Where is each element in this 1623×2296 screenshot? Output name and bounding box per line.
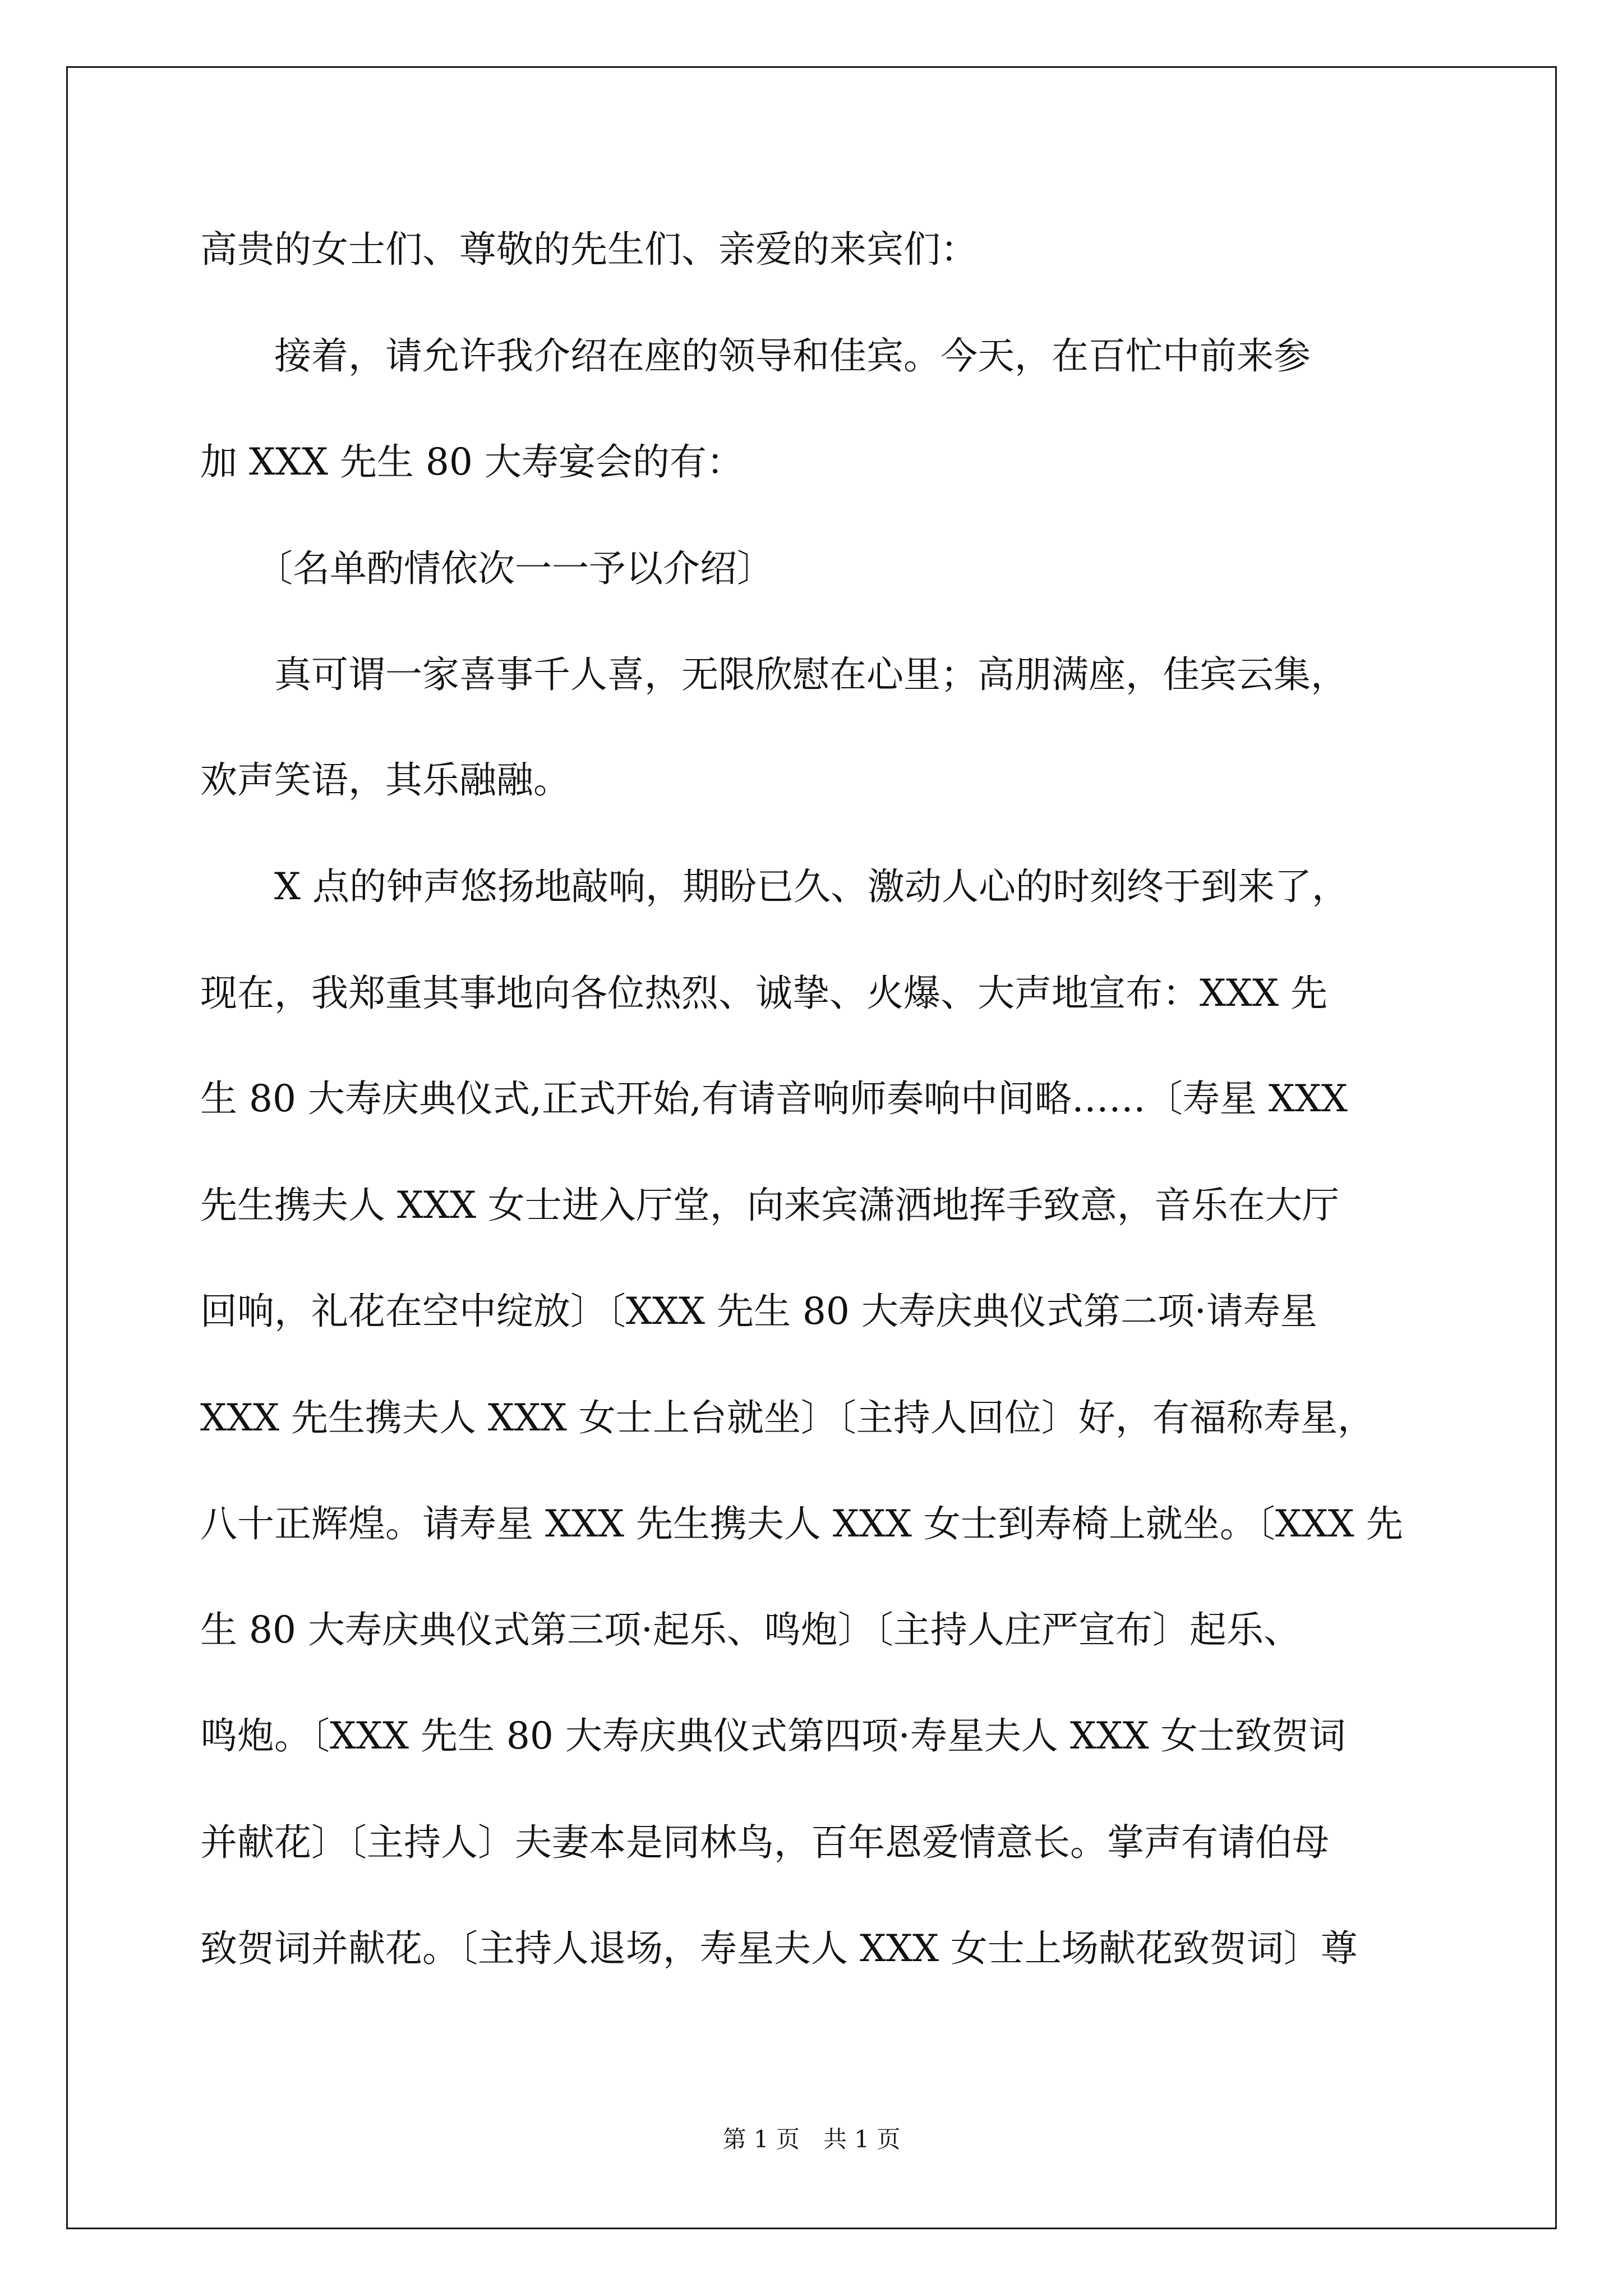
text-line: 高贵的女士们、尊敬的先生们、亲爱的来宾们： [200, 228, 978, 271]
text-line: 接着，请允许我介绍在座的领导和佳宾。今天，在百忙中前来参 [200, 334, 1311, 378]
page-number: 第 1 页 共 1 页 [722, 2125, 901, 2153]
text-line: 并献花〕〔主持人〕夫妻本是同林鸟，百年恩爱情意长。掌声有请伯母 [200, 1821, 1329, 1864]
text-line: 致贺词并献花。〔主持人退场，寿星夫人 XXX 女士上场献花致贺词〕尊 [200, 1927, 1358, 1970]
text-line: 现在，我郑重其事地向各位热烈、诚挚、火爆、大声地宣布：XXX 先 [200, 972, 1327, 1015]
text-line: 八十正辉煌。请寿星 XXX 先生携夫人 XXX 女士到寿椅上就坐。〔XXX 先 [200, 1502, 1403, 1545]
text-line: 加 XXX 先生 80 大寿宴会的有： [200, 440, 744, 484]
text-line: 回响，礼花在空中绽放〕〔XXX 先生 80 大寿庆典仪式第二项·请寿星 [200, 1290, 1317, 1333]
text-line: 〔名单酌情依次一一予以介绍〕 [200, 547, 774, 590]
text-line: XXX 先生携夫人 XXX 女士上台就坐〕〔主持人回位〕好，有福称寿星， [200, 1396, 1375, 1439]
text-line: 生 80 大寿庆典仪式,正式开始,有请音响师奏响中间略……〔寿星 XXX [200, 1077, 1348, 1120]
text-line: 真可谓一家喜事千人喜，无限欣慰在心里；高朋满座，佳宾云集， [200, 653, 1348, 696]
page-frame [66, 66, 1557, 2229]
text-line: 欢声笑语，其乐融融。 [200, 758, 570, 802]
text-line: 生 80 大寿庆典仪式第三项·起乐、鸣炮〕〔主持人庄严宣布〕起乐、 [200, 1608, 1301, 1651]
text-line: X 点的钟声悠扬地敲响，期盼已久、激动人心的时刻终于到来了， [200, 865, 1349, 908]
text-line: 先生携夫人 XXX 女士进入厅堂，向来宾潇洒地挥手致意，音乐在大厅 [200, 1184, 1339, 1227]
text-line: 鸣炮。〔XXX 先生 80 大寿庆典仪式第四项·寿星夫人 XXX 女士致贺词 [200, 1714, 1346, 1757]
